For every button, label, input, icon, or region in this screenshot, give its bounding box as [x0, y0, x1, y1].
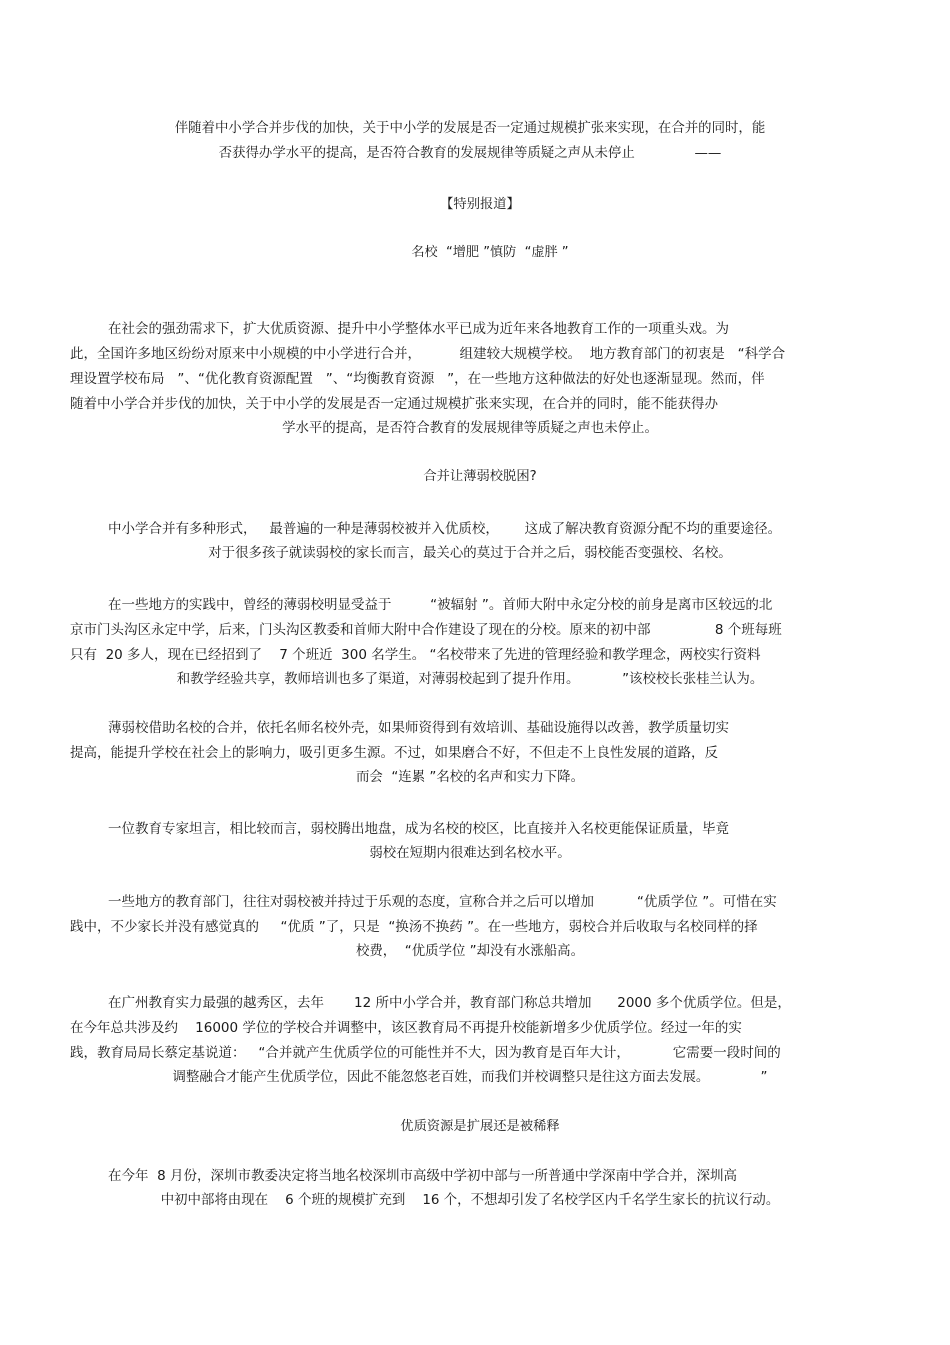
section-tag: 【特别报道】	[440, 197, 520, 212]
body-line: 中初中部将由现在 6 个班的规模扩充到 16 个，不想却引发了名校学区内千名学生家长的抗议行动。	[160, 1193, 780, 1208]
body-line: 而会 “连累 ”名校的名声和实力下降。	[355, 770, 585, 785]
body-line: 在广州教育实力最强的越秀区，去年 12 所中小学合并，教育部门称总共增加 2000 多个优质学位。但是，	[108, 995, 791, 1011]
body-line: 薄弱校借助名校的合并，依托名师名校外壳，如果师资得到有效培训、基础设施得以改善，教学质量切实	[108, 720, 729, 736]
body-line: 践中，不少家长并没有感觉真的 “优质 ”了，只是 “换汤不换药 ”。在一些地方，弱校合并后收取与名校同样的择	[70, 919, 758, 935]
body-line: 理设置学校布局 ”、“优化教育资源配置 ”、“均衡教育资源 ”，在一些地方这种做法的好处也逐渐显现。然而，伴	[70, 371, 765, 387]
body-line: 在一些地方的实践中，曾经的薄弱校明显受益于 “被辐射 ”。首师大附中永定分校的前身是离市区较远的北	[108, 597, 773, 613]
body-line: 只有 20 多人，现在已经招到了 7 个班近 300 名学生。 “名校带来了先进的管理经验和教学理念，两校实行资料	[70, 647, 761, 663]
subheading: 合并让薄弱校脱困?	[423, 469, 537, 484]
body-line: 对于很多孩子就读弱校的家长而言，最关心的莫过于合并之后，弱校能否变强校、名校。	[208, 546, 732, 561]
body-line: 在社会的强劲需求下，扩大优质资源、提升中小学整体水平已成为近年来各地教育工作的一项重头戏。为	[108, 321, 729, 337]
body-line: 提高，能提升学校在社会上的影响力，吸引更多生源。不过，如果磨合不好，不但走不上良性发展的道路，反	[70, 745, 718, 761]
body-line: 在今年 8 月份，深圳市教委决定将当地名校深圳市高级中学初中部与一所普通中学深南中学合并，深圳高	[108, 1168, 737, 1184]
body-line: 一些地方的教育部门，往往对弱校被并持过于乐观的态度，宣称合并之后可以增加 “优质学位 ”。可惜在实	[108, 894, 777, 910]
body-line: 中小学合并有多种形式， 最普遍的一种是薄弱校被并入优质校， 这成了解决教育资源分配不均的重要途径。	[108, 521, 782, 537]
body-line: 弱校在短期内很难达到名校水平。	[369, 846, 571, 861]
body-line: 和教学经验共享，教师培训也多了渠道，对薄弱校起到了提升作用。 ”该校校长张桂兰认为。	[176, 672, 764, 687]
body-line: 调整融合才能产生优质学位，因此不能忽悠老百姓，而我们并校调整只是往这方面去发展。 ”	[172, 1070, 768, 1085]
lead-line-1: 伴随着中小学合并步伐的加快，关于中小学的发展是否一定通过规模扩张来实现，在合并的同时，能	[174, 121, 766, 136]
body-line: 随着中小学合并步伐的加快，关于中小学的发展是否一定通过规模扩张来实现，在合并的同时，能不能获得办	[70, 396, 718, 412]
body-line: 此，全国许多地区纷纷对原来中小规模的中小学进行合并， 组建较大规模学校。 地方教育部门的初衷是 “科学合	[70, 346, 786, 362]
body-line: 学水平的提高，是否符合教育的发展规律等质疑之声也未停止。	[282, 421, 658, 436]
subheading: 优质资源是扩展还是被稀释	[400, 1119, 560, 1134]
headline: 名校 “增肥 ”慎防 “虚胖 ”	[411, 245, 569, 260]
body-line: 校费， “优质学位 ”却没有水涨船高。	[355, 944, 585, 959]
body-line: 在今年总共涉及约 16000 学位的学校合并调整中，该区教育局不再提升校能新增多少优质学位。经过一年的实	[70, 1020, 742, 1036]
lead-line-2: 否获得办学水平的提高，是否符合教育的发展规律等质疑之声从未停止 ——	[218, 146, 722, 161]
body-line: 京市门头沟区永定中学，后来，门头沟区教委和首师大附中合作建设了现在的分校。原来的初中部 8 个班每班	[70, 622, 782, 638]
body-line: 一位教育专家坦言，相比较而言，弱校腾出地盘，成为名校的校区，比直接并入名校更能保证质量，毕竟	[108, 821, 729, 837]
body-line: 践，教育局局长蔡定基说道： “合并就产生优质学位的可能性并不大，因为教育是百年大计， 它需要一段时间的	[70, 1045, 781, 1061]
